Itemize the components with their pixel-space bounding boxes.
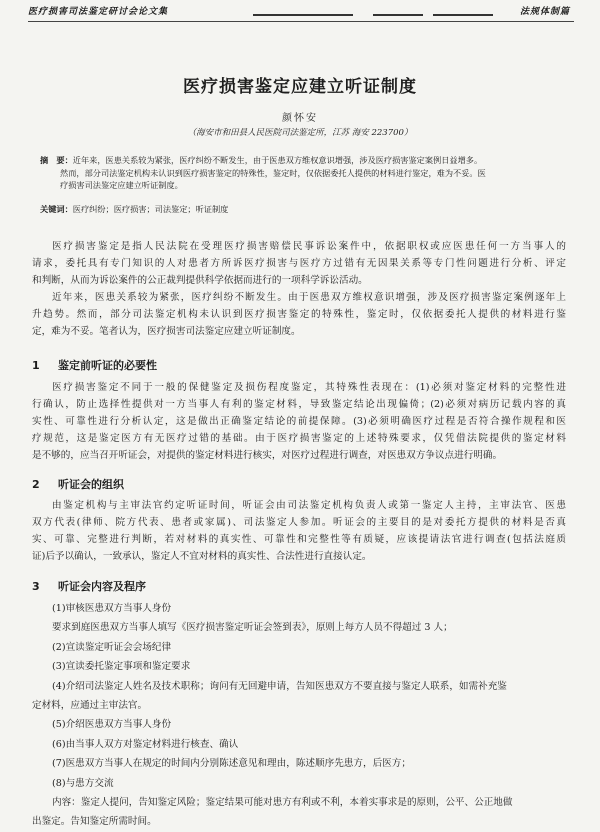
- header-dash: [253, 14, 353, 16]
- section-title: 听证会内容及程序: [58, 580, 146, 593]
- abstract-line: 摘 要：近年来，医患关系较为紧张，医疗纠纷不断发生，由于医患双方维权意识增强，涉及医疗损害鉴定案例日益增多。: [40, 155, 483, 165]
- author-name: 颜怀安: [282, 113, 318, 124]
- section-heading: [32, 476, 124, 492]
- intro-paragraph-2: [32, 289, 566, 340]
- paragraph-line: 行确认，防止选择性提供对一方当事人有利的鉴定材料，导致鉴定结论出现偏倚；(2)必须对病历记载内容的真: [32, 399, 566, 410]
- paragraph-line: 疗规范，这是鉴定医方有无医疗过错的基础。由于医疗损害鉴定的上述特殊要求，仅凭借法院提供的鉴定材料: [32, 433, 566, 444]
- paragraph-line: 请求，委托具有专门知识的人对患者方所诉医疗损害与医疗方过错有无因果关系等专门性问题进行分析、评定: [32, 258, 566, 269]
- section-number: 1: [32, 359, 40, 372]
- paragraph-line: 医疗损害鉴定是指人民法院在受理医疗损害赔偿民事诉讼案件中，依据职权或应医患任何一方当事人的: [52, 241, 566, 252]
- paragraph-line: 由鉴定机构与主审法官约定听证时间，听证会由司法鉴定机构负责人或第一鉴定人主持，主审法官、医患: [52, 500, 566, 511]
- paragraph-line: 升趋势。然而，部分司法鉴定机构未认识到医疗损害鉴定的特殊性，鉴定时，仅依据委托人提供的材料进行鉴: [32, 309, 566, 320]
- author-affiliation: （海安市和田县人民医院司法鉴定所，江苏 海安 223700）: [187, 128, 413, 138]
- paragraph-line: 医疗损害鉴定不同于一般的保健鉴定及损伤程度鉴定，其特殊性表现在：(1)必须对鉴定材料的完整性进: [52, 382, 566, 393]
- procedure-list: [32, 599, 566, 832]
- procedure-item: (8)与患方交流: [52, 777, 114, 789]
- procedure-item: (5)介绍医患双方当事人身份: [52, 719, 172, 731]
- intro-paragraph-1: [32, 238, 566, 289]
- procedure-item: (2)宣读鉴定听证会会场纪律: [52, 641, 172, 653]
- paragraph-line: 证)后予以确认，一致承认，鉴定人不宜对材料的真实性、合法性进行直接认定。: [32, 551, 372, 562]
- section-1-paragraph: [32, 379, 566, 464]
- procedure-item: (6)由当事人双方对鉴定材料进行核查、确认: [52, 738, 239, 750]
- procedure-note: 出鉴定。告知鉴定所需时间。: [32, 816, 157, 828]
- section-title: 听证会的组织: [58, 478, 124, 491]
- section-number: 2: [32, 478, 40, 491]
- procedure-item: (7)医患双方当事人在规定的时间内分别陈述意见和理由，陈述顺序先患方，后医方；: [52, 758, 411, 770]
- paragraph-line: 是不够的，应当召开听证会，对提供的鉴定材料进行核实，对医疗过程进行调查，对医患双方争议点进行明确。: [32, 450, 503, 461]
- running-header-right: 法规体制篇: [519, 7, 570, 17]
- abstract-line: 然而，部分司法鉴定机构未认识到医疗损害鉴定的特殊性，鉴定时，仅依据委托人提供的材料进行鉴定，难为不妥。医: [60, 167, 486, 178]
- abstract-line: 疗损害司法鉴定应建立听证制度。: [60, 180, 183, 191]
- keywords: [40, 204, 560, 215]
- procedure-note: 内容：鉴定人提问，告知鉴定风险；鉴定结果可能对患方有利或不利，本着实事求是的原则，公平、公正地做: [52, 796, 513, 808]
- article-title: 医疗损害鉴定应建立听证制度: [183, 77, 417, 97]
- procedure-item: (1)审核医患双方当事人身份: [52, 603, 172, 614]
- procedure-item: (3)宣读委托鉴定事项和鉴定要求: [52, 661, 191, 673]
- paragraph-line: 双方代表(律师、院方代表、患者或家属)、司法鉴定人参加。听证会的主要目的是对委托方提供的材料是否真: [32, 517, 566, 528]
- section-heading: [32, 578, 146, 594]
- procedure-note: 要求到庭医患双方当事人填写《医疗损害鉴定听证会签到表》，原则上每方人员不得超过 3 人；: [52, 622, 453, 634]
- paragraph-line: 和判断，从而为诉讼案件的公正裁判提供科学依据而进行的一项科学诉讼活动。: [32, 275, 368, 286]
- section-heading: [32, 357, 157, 373]
- paragraph-line: 定，难为不妥。笔者认为，医疗损害司法鉴定应建立听证制度。: [32, 326, 301, 337]
- procedure-item: (4)介绍司法鉴定人姓名及技术职称；询问有无回避申请，告知医患双方不要直接与鉴定人联系，如需补充鉴: [52, 680, 507, 692]
- header-rule: [28, 21, 574, 22]
- abstract: [40, 154, 560, 192]
- section-2-paragraph: [32, 497, 566, 565]
- keywords-label: 关键词：: [40, 204, 73, 214]
- running-header: [28, 4, 574, 22]
- header-dash: [433, 14, 493, 16]
- section-number: 3: [32, 580, 40, 593]
- header-dash: [373, 14, 423, 16]
- abstract-label: 摘 要：: [40, 155, 73, 165]
- paragraph-line: 实、可靠、完整进行判断，若对材料的真实性、可靠性和完整性等有质疑，应该提请法官进行调查(包括法庭质: [32, 534, 566, 545]
- keywords-text: 医疗纠纷；医疗损害；司法鉴定；听证制度: [72, 204, 229, 214]
- paragraph-line: 实性、可靠性进行分析认定，这是做出正确鉴定结论的前提保障。(3)必须明确医疗过程是否符合操作规程和医: [32, 416, 566, 427]
- procedure-note: 定材料，应通过主审法官。: [32, 699, 148, 711]
- section-title: 鉴定前听证的必要性: [58, 359, 157, 372]
- paragraph-line: 近年来，医患关系较为紧张，医疗纠纷不断发生。由于医患双方维权意识增强，涉及医疗损害鉴定案例逐年上: [52, 292, 566, 303]
- running-header-left: 医疗损害司法鉴定研讨会论文集: [28, 7, 169, 17]
